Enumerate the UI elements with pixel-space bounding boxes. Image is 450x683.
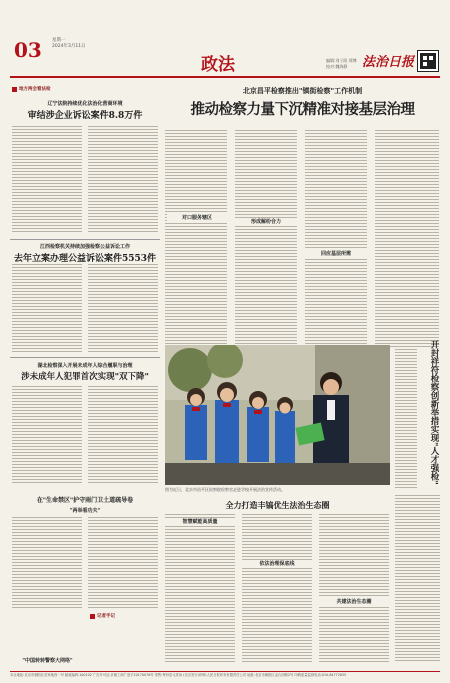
article-1-body-col2	[88, 126, 158, 236]
bottom-sub-c: 共建法治生态圈	[319, 598, 389, 605]
lead-body-col3	[305, 130, 367, 350]
bottom-body-col2	[242, 514, 312, 664]
divider	[10, 239, 160, 240]
lead-title: 推动检察力量下沉精准对接基层治理	[190, 101, 415, 118]
qr-code-icon	[418, 51, 438, 71]
page-number: 03	[14, 38, 42, 62]
right-column	[395, 340, 440, 490]
lead-sub2: 形成解纷合力	[235, 218, 297, 225]
reporter-note-icon	[90, 614, 95, 619]
article-3-title: 涉未成年人犯罪首次实现"双下降"	[21, 372, 149, 382]
footer-rule	[10, 671, 440, 672]
date-full: 2024年3月11日	[52, 44, 86, 49]
article-2-body	[12, 264, 82, 354]
quote-title: "中国转转警察大网络"	[22, 658, 73, 664]
article-1-subhead: 辽宁法院持续优化法治化营商环境	[47, 101, 123, 107]
article-1-title: 审结涉企业诉讼案件8.8万件	[27, 111, 143, 121]
masthead-logo: 法治日报	[362, 55, 415, 70]
article-2-title: 去年立案办理公益诉讼案件5553件	[13, 254, 157, 264]
lead-body-col2	[235, 130, 297, 350]
lead-subhead: 北京昌平检察推出"镇街检察"工作机制	[242, 87, 363, 95]
bottom-left-box	[10, 495, 160, 670]
box-body-col2	[88, 517, 158, 612]
bottom-body-col1	[165, 514, 235, 664]
column-tag: 地方两会看法检	[12, 86, 51, 92]
left-column	[10, 84, 160, 489]
article-2-subhead: 江西检察机关持续加强检察公益诉讼工作	[39, 244, 130, 250]
lead-photo	[165, 345, 390, 485]
lead-sub1: 对口服务辖区	[167, 214, 227, 221]
page-header	[0, 0, 450, 80]
box-body-col1	[12, 517, 82, 612]
article-2-body-col2	[88, 264, 158, 354]
right-bottom-body	[395, 495, 440, 665]
article-3-body	[12, 386, 82, 486]
photo-caption: 图为近日，北京市昌平区检察院检察官走进学校开展法治宣传活动。	[165, 487, 285, 492]
lead-sub3: 回应基层所需	[305, 250, 367, 257]
bottom-sub-a: 智慧赋能高质量	[165, 518, 235, 525]
bottom-main-title: 全力打造丰镐优生法治生态圈	[225, 500, 330, 510]
divider	[10, 357, 160, 358]
box-subhead: "两举看功夫"	[69, 508, 101, 514]
photo-illustration	[165, 345, 390, 485]
right-title: 开封祥符检察创新举措实现"人才强检"	[429, 340, 439, 485]
column-tag-icon	[12, 87, 17, 92]
lead-story	[165, 84, 440, 344]
editor-line: 编辑:刘子阳 郑博	[326, 58, 357, 63]
date-weekday: 星期一	[52, 38, 66, 43]
article-1-body	[12, 126, 82, 236]
header-rule	[10, 76, 440, 78]
column-tag: 记者手记	[90, 613, 115, 619]
proofread-line: 校对:魏海静	[326, 64, 348, 69]
article-3-body-col2	[88, 386, 158, 486]
bottom-middle	[165, 500, 390, 670]
section-title: 政法	[201, 55, 235, 75]
box-head: 在"生命禁区"护守雨门卫土道疏导卷	[36, 497, 134, 504]
article-3-subhead: 湖北检察深入开展未成年人综合履职与治理	[37, 363, 133, 369]
footer-text: 本社地址:北京市朝阳区花家地西一号 邮政编码:100102 广告许可证:京朝工商广登字20170076号 零售:每份壹元贰角 (北京发行)印刷:人民日报印务有限责任公司 地址:北京市朝阳区金台西路2号 印刷质量监督电话:010-84772835	[10, 673, 347, 677]
lead-body-col1	[165, 130, 227, 350]
right-body	[395, 340, 417, 490]
lead-body-col4	[375, 130, 439, 350]
bottom-sub-b: 依法治理保底线	[242, 560, 312, 567]
bottom-body-col3	[319, 514, 389, 664]
